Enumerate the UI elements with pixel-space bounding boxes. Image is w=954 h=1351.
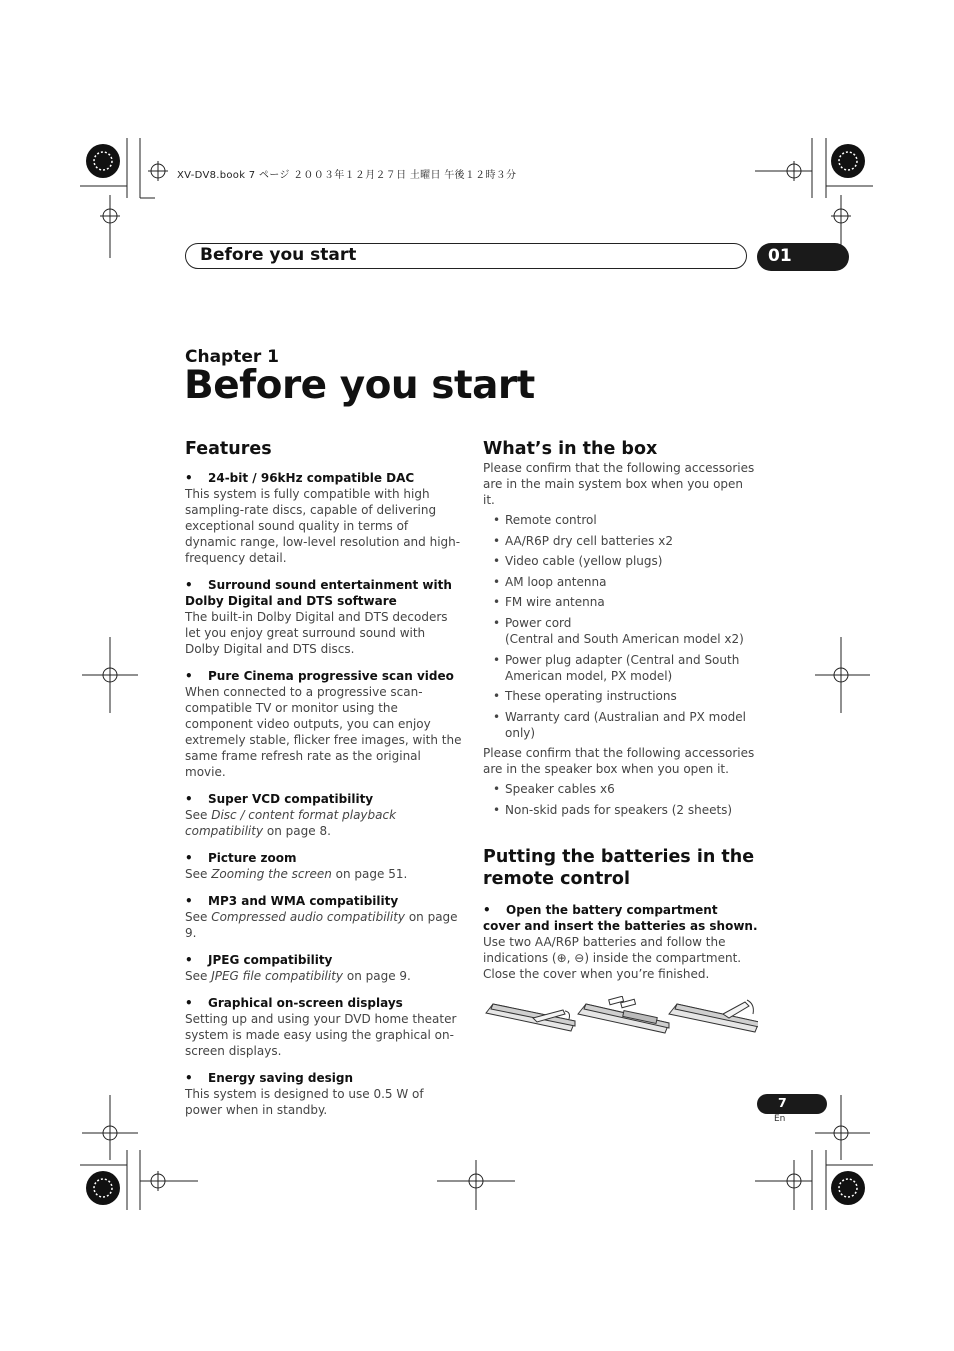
features-heading: Features: [185, 439, 272, 459]
feature-body: [185, 909, 463, 941]
print-header: XV-DV8.book 7 ページ ２００３年１２月２７日 土曜日 午後１２時３分: [177, 170, 517, 181]
feature-item: [185, 1070, 463, 1118]
in-the-box-intro-speaker: Please confirm that the following accessories are in the speaker box when you open it.: [483, 746, 755, 777]
feature-item: [185, 952, 463, 984]
feature-item: [185, 791, 463, 839]
step-title: Open the battery compartment cover and insert the batteries as shown.: [483, 902, 758, 933]
page-reference: on page 51.: [331, 867, 408, 881]
bullet: •: [185, 953, 193, 967]
feature-title: Energy saving design: [208, 1071, 353, 1085]
batteries-heading: Putting the batteries in the remote control: [483, 846, 755, 889]
battery-insertion-illustration: [483, 996, 758, 1046]
list-item: • Non-skid pads for speakers (2 sheets): [483, 802, 758, 818]
feature-item: [185, 668, 463, 780]
list-item: • Warranty card (Australian and PX model only): [483, 709, 758, 741]
feature-body: [185, 866, 463, 882]
section-header-title: Before you start: [200, 245, 357, 265]
feature-title: Picture zoom: [208, 851, 297, 865]
cross-reference: Disc / content format playback compatibility: [185, 808, 397, 838]
bullet: •: [185, 996, 193, 1010]
list-item: • Remote control: [483, 512, 758, 528]
feature-item: [185, 893, 463, 941]
feature-title: Graphical on-screen displays: [208, 996, 403, 1010]
bullet: •: [185, 471, 193, 485]
bullet: •: [185, 894, 193, 908]
feature-body: The built-in Dolby Digital and DTS decoders let you enjoy great surround sound with Dolby Digital and DTS discs.: [185, 610, 448, 656]
list-item: [483, 615, 758, 647]
feature-body: This system is designed to use 0.5 W of power when in standby.: [185, 1087, 424, 1117]
page-reference: on page 9.: [343, 969, 411, 983]
page-language: En: [774, 1114, 786, 1124]
page-number-badge: [757, 1094, 827, 1114]
see-prefix: See: [185, 910, 212, 924]
bullet: •: [185, 669, 193, 683]
see-prefix: See: [185, 969, 212, 983]
feature-body: This system is fully compatible with high sampling-rate discs, capable of delivering exceptional sound quality in terms of dynamic range, low-level resolution and high-frequency detail.: [185, 487, 461, 565]
step-body: Use two AA/R6P batteries and follow the indications (⊕, ⊖) inside the compartment. Close the cover when you’re finished.: [483, 934, 742, 981]
list-item: • AA/R6P dry cell batteries x2: [483, 533, 758, 549]
see-prefix: See: [185, 808, 212, 822]
feature-title: JPEG compatibility: [208, 953, 333, 967]
list-item: • Speaker cables x6: [483, 781, 758, 797]
cross-reference: Zooming the screen: [211, 867, 332, 881]
chapter-label: Chapter 1: [185, 347, 280, 367]
chapter-number: 01: [768, 246, 792, 266]
page-number: 7: [778, 1095, 787, 1110]
see-prefix: See: [185, 867, 212, 881]
list-item: • AM loop antenna: [483, 574, 758, 590]
feature-body: Setting up and using your DVD home theater system is made easy using the graphical on-screen displays.: [185, 1012, 457, 1058]
feature-item: [185, 995, 463, 1059]
list-item: • FM wire antenna: [483, 594, 758, 610]
feature-title: 24-bit / 96kHz compatible DAC: [208, 471, 415, 485]
feature-item: [185, 850, 463, 882]
feature-title: Surround sound entertainment with Dolby Digital and DTS software: [185, 578, 452, 608]
bullet: •: [185, 792, 193, 806]
battery-step: [483, 902, 758, 982]
feature-body: [185, 968, 463, 984]
in-the-box-heading: What’s in the box: [483, 439, 658, 459]
list-item-note: (Central and South American model x2): [505, 631, 744, 646]
main-box-list: [483, 512, 758, 741]
feature-item: [185, 577, 463, 657]
list-item: • Video cable (yellow plugs): [483, 553, 758, 569]
speaker-box-list: [483, 781, 758, 818]
page-reference: on page 8.: [263, 824, 331, 838]
feature-title: MP3 and WMA compatibility: [208, 894, 399, 908]
list-item: • These operating instructions: [483, 688, 758, 704]
bullet: •: [483, 902, 491, 917]
list-item: • Power plug adapter (Central and South American model, PX model): [483, 652, 758, 684]
in-the-box-intro-main: Please confirm that the following accessories are in the main system box when you open it.: [483, 461, 755, 507]
page-title: Before you start: [184, 363, 535, 408]
cross-reference: JPEG file compatibility: [211, 969, 344, 983]
list-item-text: Power cord: [505, 615, 572, 630]
bullet: •: [185, 1071, 193, 1085]
feature-body: [185, 807, 463, 839]
cross-reference: Compressed audio compatibility: [211, 910, 405, 924]
features-section: [185, 438, 463, 1118]
bullet: •: [185, 851, 193, 865]
feature-title: Pure Cinema progressive scan video: [208, 669, 454, 683]
right-column: [483, 438, 758, 1046]
feature-title: Super VCD compatibility: [208, 792, 374, 806]
bullet: •: [185, 578, 193, 592]
feature-body: When connected to a progressive scan-compatible TV or monitor using the component video outputs, you can enjoy extremely stable, flicker free images, with the same frame refresh rate as the original movie.: [185, 685, 462, 779]
page-reference: on page 9.: [185, 910, 458, 940]
feature-item: [185, 470, 463, 566]
